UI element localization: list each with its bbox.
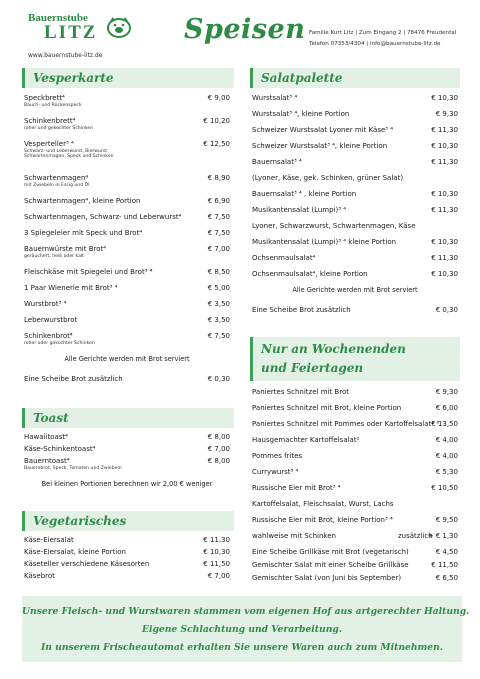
menu-item: [252, 468, 458, 484]
menu-item: [252, 532, 458, 548]
item-price: € 9,30: [435, 388, 458, 396]
item-name: Bauernsalat³ ⁴: [252, 158, 302, 166]
item-price: € 11,50: [203, 560, 230, 568]
item-price: € 6,50: [435, 574, 458, 582]
item-name: Eine Scheibe Grillkäse mit Brot (vegetarisch): [252, 548, 409, 556]
logo-url: www.bauernstube-litz.de: [28, 52, 103, 59]
menu-item: [252, 420, 458, 436]
toast-list: [24, 433, 230, 496]
logo-main-text: LITZ: [44, 22, 98, 43]
item-name: Gemischter Salat (von Juni bis September): [252, 574, 402, 582]
item-description: roher und gekochter Schinken: [24, 126, 94, 131]
item-price: € 11,50: [431, 561, 458, 569]
item-price: € 10,20: [203, 117, 230, 125]
item-name: Eine Scheibe Brot zusätzlich: [24, 375, 123, 383]
section-header-vegetarisches: Vegetarisches: [22, 511, 234, 531]
menu-item: [252, 436, 458, 452]
menu-item: [252, 516, 458, 532]
item-name: Käse-Eiersalat, kleine Portion: [24, 548, 126, 556]
menu-item: [252, 238, 458, 254]
item-description: Schwartenmagen, Speck und Schinken: [24, 154, 114, 159]
menu-item: [24, 316, 230, 332]
item-price: € 6,00: [435, 404, 458, 412]
item-name: Schwartenmagen⁴, kleine Portion: [24, 197, 141, 205]
contact-info: [309, 28, 456, 50]
menu-item: [252, 126, 458, 142]
section-note: Alle Gerichte werden mit Brot serviert: [292, 286, 418, 294]
item-name: Ochsenmaulsalat⁴: [252, 254, 316, 262]
salatpalette-list: [252, 94, 458, 322]
item-name: Russische Eier mit Brot, kleine Portion³ ⁴: [252, 516, 393, 524]
item-name: Schwartenmagen⁴: [24, 174, 89, 182]
item-description: Bauernbrot, Speck, Tomaten und Zwiebeln: [24, 466, 122, 471]
item-price: € 10,30: [431, 142, 458, 150]
menu-item: [24, 197, 230, 213]
item-price: € 8,00: [207, 433, 230, 441]
item-name: Paniertes Schnitzel mit Pommes oder Kartoffelsalat² ⁶: [252, 420, 440, 428]
item-price: € 8,50: [207, 268, 230, 276]
section-header-vesperkarte: Vesperkarte: [22, 68, 234, 88]
item-price: € 5,00: [207, 284, 230, 292]
item-name: Bauerntoast⁴: [24, 457, 70, 465]
footer-line-1: Unsere Fleisch- und Wurstwaren stammen vom eigenen Hof aus artgerechter Haltung.: [22, 606, 470, 617]
menu-item: [24, 375, 230, 391]
menu-item: [252, 94, 458, 110]
menu-item: [252, 484, 458, 500]
menu-item-description: [252, 500, 458, 516]
contact-line-2: Telefon 07353/4304 | info@bauernstube-litz.de: [309, 41, 441, 47]
item-name: Kartoffelsalat, Fleischsalat, Wurst, Lachs: [252, 500, 394, 508]
menu-item: [252, 110, 458, 126]
item-name: Lyoner, Schwarzwurst, Schwartenmagen, Käse: [252, 222, 416, 230]
menu-item: [252, 158, 458, 174]
menu-item: [24, 560, 230, 572]
menu-item: [24, 174, 230, 197]
vegetarisches-list: [24, 536, 230, 584]
item-price: € 6,90: [207, 197, 230, 205]
item-price: + € 1,30: [427, 532, 458, 540]
item-price: € 11,30: [431, 158, 458, 166]
item-description: Bauch- und Rückenspeck: [24, 103, 82, 108]
menu-item: [24, 140, 230, 174]
menu-item: [24, 94, 230, 117]
item-name: Hawaiitoast⁴: [24, 433, 68, 441]
item-description: roher oder gekochter Schinken: [24, 341, 95, 346]
item-name: wahlweise mit Schinken: [252, 532, 336, 540]
item-name: Paniertes Schnitzel mit Brot, kleine Portion: [252, 404, 402, 412]
footer-banner: [22, 596, 470, 662]
menu-item: [252, 206, 458, 222]
item-name: Wurstsalat³ ⁴: [252, 94, 298, 102]
item-price: € 7,00: [207, 445, 230, 453]
item-name: Käsebrot: [24, 572, 55, 580]
item-description: geräuchert, heiß oder kalt: [24, 254, 84, 259]
footer-line-2: Eigene Schlachtung und Verarbeitung.: [141, 624, 343, 635]
item-extra-label: zusätzlich: [398, 532, 433, 540]
menu-item: [252, 561, 458, 574]
section-note: Alle Gerichte werden mit Brot serviert: [64, 355, 190, 363]
item-name: Hausgemachter Kartoffelsalat²: [252, 436, 360, 444]
section-header-wochenenden: [250, 337, 460, 381]
item-name: Ochsenmaulsalat⁴, kleine Portion: [252, 270, 368, 278]
menu-item: [24, 213, 230, 229]
menu-item: [252, 270, 458, 286]
item-name: Vesperteller³ ⁴: [24, 140, 74, 148]
item-price: € 7,50: [207, 332, 230, 340]
section-header-toast: Toast: [22, 408, 234, 428]
menu-item-description: [252, 222, 458, 238]
item-price: € 10,30: [431, 190, 458, 198]
item-price: € 5,30: [435, 468, 458, 476]
item-price: € 10,30: [431, 270, 458, 278]
menu-item: [24, 229, 230, 245]
item-description: mit Zwiebeln in Essig und Öl: [24, 183, 90, 188]
menu-item: [252, 190, 458, 206]
pig-icon: [106, 14, 132, 40]
section-title-line-2: und Feiertagen: [261, 361, 364, 375]
section-note: Bei kleinen Portionen berechnen wir 2,00 € weniger: [41, 480, 213, 488]
item-price: € 10,30: [431, 238, 458, 246]
item-name: Schweizer Wurstsalat Lyoner mit Käse³ ⁴: [252, 126, 394, 134]
item-name: Fleischkäse mit Spiegelei und Brot³ ⁴: [24, 268, 153, 276]
item-name: Schwartenmagen, Schwarz- und Leberwurst⁴: [24, 213, 182, 221]
item-price: € 4,00: [435, 452, 458, 460]
item-name: Schweizer Wurstsalat³ ⁴, kleine Portion: [252, 142, 388, 150]
item-price: € 11,30: [431, 254, 458, 262]
menu-item: [24, 548, 230, 560]
item-name: Wurstsalat³ ⁴, kleine Portion: [252, 110, 350, 118]
menu-item: [24, 245, 230, 268]
item-price: € 3,50: [207, 316, 230, 324]
item-price: € 7,00: [207, 245, 230, 253]
item-price: € 12,50: [203, 140, 230, 148]
item-price: € 4,00: [435, 436, 458, 444]
item-price: € 0,30: [435, 306, 458, 314]
menu-item: [24, 572, 230, 584]
contact-line-1: Familie Kurt Litz | Zum Eingang 2 | 78476 Freudental: [309, 30, 457, 36]
menu-item: [24, 445, 230, 457]
item-name: Käse-Schinkentoast⁴: [24, 445, 96, 453]
menu-item: [24, 536, 230, 548]
item-price: € 9,30: [435, 110, 458, 118]
item-name: Eine Scheibe Brot zusätzlich: [252, 306, 351, 314]
item-name: Bauernwürste mit Brot⁴: [24, 245, 107, 253]
item-price: € 10,50: [431, 484, 458, 492]
item-name: Schinkenbrot⁴: [24, 332, 73, 340]
item-price: € 11,30: [203, 536, 230, 544]
item-name: Musikantensalat (Lumpi)³ ⁴ kleine Portion: [252, 238, 397, 246]
item-price: € 8,00: [207, 457, 230, 465]
item-price: € 10,30: [203, 548, 230, 556]
menu-item: [252, 142, 458, 158]
menu-item: [24, 433, 230, 445]
item-name: Pommes frites: [252, 452, 303, 460]
item-price: € 3,50: [207, 300, 230, 308]
item-price: € 0,30: [207, 375, 230, 383]
menu-item: [252, 254, 458, 270]
menu-item: [24, 268, 230, 284]
item-name: Russische Eier mit Brot³ ⁴: [252, 484, 341, 492]
item-name: 1 Paar Wienerle mit Brot³ ⁴: [24, 284, 118, 292]
item-name: Schinkenbrett⁴: [24, 117, 76, 125]
item-price: € 8,90: [207, 174, 230, 182]
menu-item: [24, 300, 230, 316]
menu-item: [24, 457, 230, 480]
wochenenden-list: [252, 388, 458, 587]
page-title: Speisen: [184, 14, 306, 45]
item-price: € 9,00: [207, 94, 230, 102]
item-name: Paniertes Schnitzel mit Brot: [252, 388, 349, 396]
menu-item: [24, 332, 230, 355]
section-title-line-1: Nur an Wochenenden: [261, 342, 406, 356]
menu-item: [252, 388, 458, 404]
menu-item: [252, 548, 458, 561]
menu-item: [252, 404, 458, 420]
menu-item: [252, 306, 458, 322]
item-name: Käse-Eiersalat: [24, 536, 74, 544]
item-description: Schwarz- und Leberwurst, Bierwurst: [24, 149, 108, 154]
vesperkarte-list: [24, 94, 230, 391]
item-name: (Lyoner, Käse, gek. Schinken, grüner Salat): [252, 174, 404, 182]
menu-item: [252, 574, 458, 587]
item-price: € 13,50: [431, 420, 458, 428]
item-name: Gemischter Salat mit einer Scheibe Grillkäse: [252, 561, 409, 569]
item-name: Musikantensalat (Lumpi)³ ⁴: [252, 206, 347, 214]
item-price: € 9,50: [435, 516, 458, 524]
item-price: € 11,30: [431, 126, 458, 134]
logo: [26, 12, 106, 54]
section-header-salatpalette: Salatpalette: [250, 68, 460, 88]
logo-top-text: Bauernstube: [28, 12, 88, 24]
menu-item: [252, 452, 458, 468]
menu-item: [24, 117, 230, 140]
item-price: € 7,50: [207, 213, 230, 221]
item-price: € 10,30: [431, 94, 458, 102]
item-price: € 4,50: [435, 548, 458, 556]
footer-line-3: In unserem Frischeautomat erhalten Sie unsere Waren auch zum Mitnehmen.: [41, 642, 443, 653]
item-price: € 7,00: [207, 572, 230, 580]
item-name: 3 Spiegeleier mit Speck und Brot⁴: [24, 229, 143, 237]
item-name: Speckbrett⁴: [24, 94, 65, 102]
item-name: Käseteller verschiedene Käsesorten: [24, 560, 150, 568]
item-name: Bauernsalat³ ⁴ , kleine Portion: [252, 190, 357, 198]
menu-item: [24, 284, 230, 300]
item-price: € 7,50: [207, 229, 230, 237]
item-name: Wurstbrot³ ⁴: [24, 300, 67, 308]
additives-note: [0, 435, 1, 640]
item-price: € 11,30: [431, 206, 458, 214]
item-name: Leberwurstbrot: [24, 316, 78, 324]
menu-item-description: [252, 174, 458, 190]
item-name: Currywurst³ ⁴: [252, 468, 299, 476]
